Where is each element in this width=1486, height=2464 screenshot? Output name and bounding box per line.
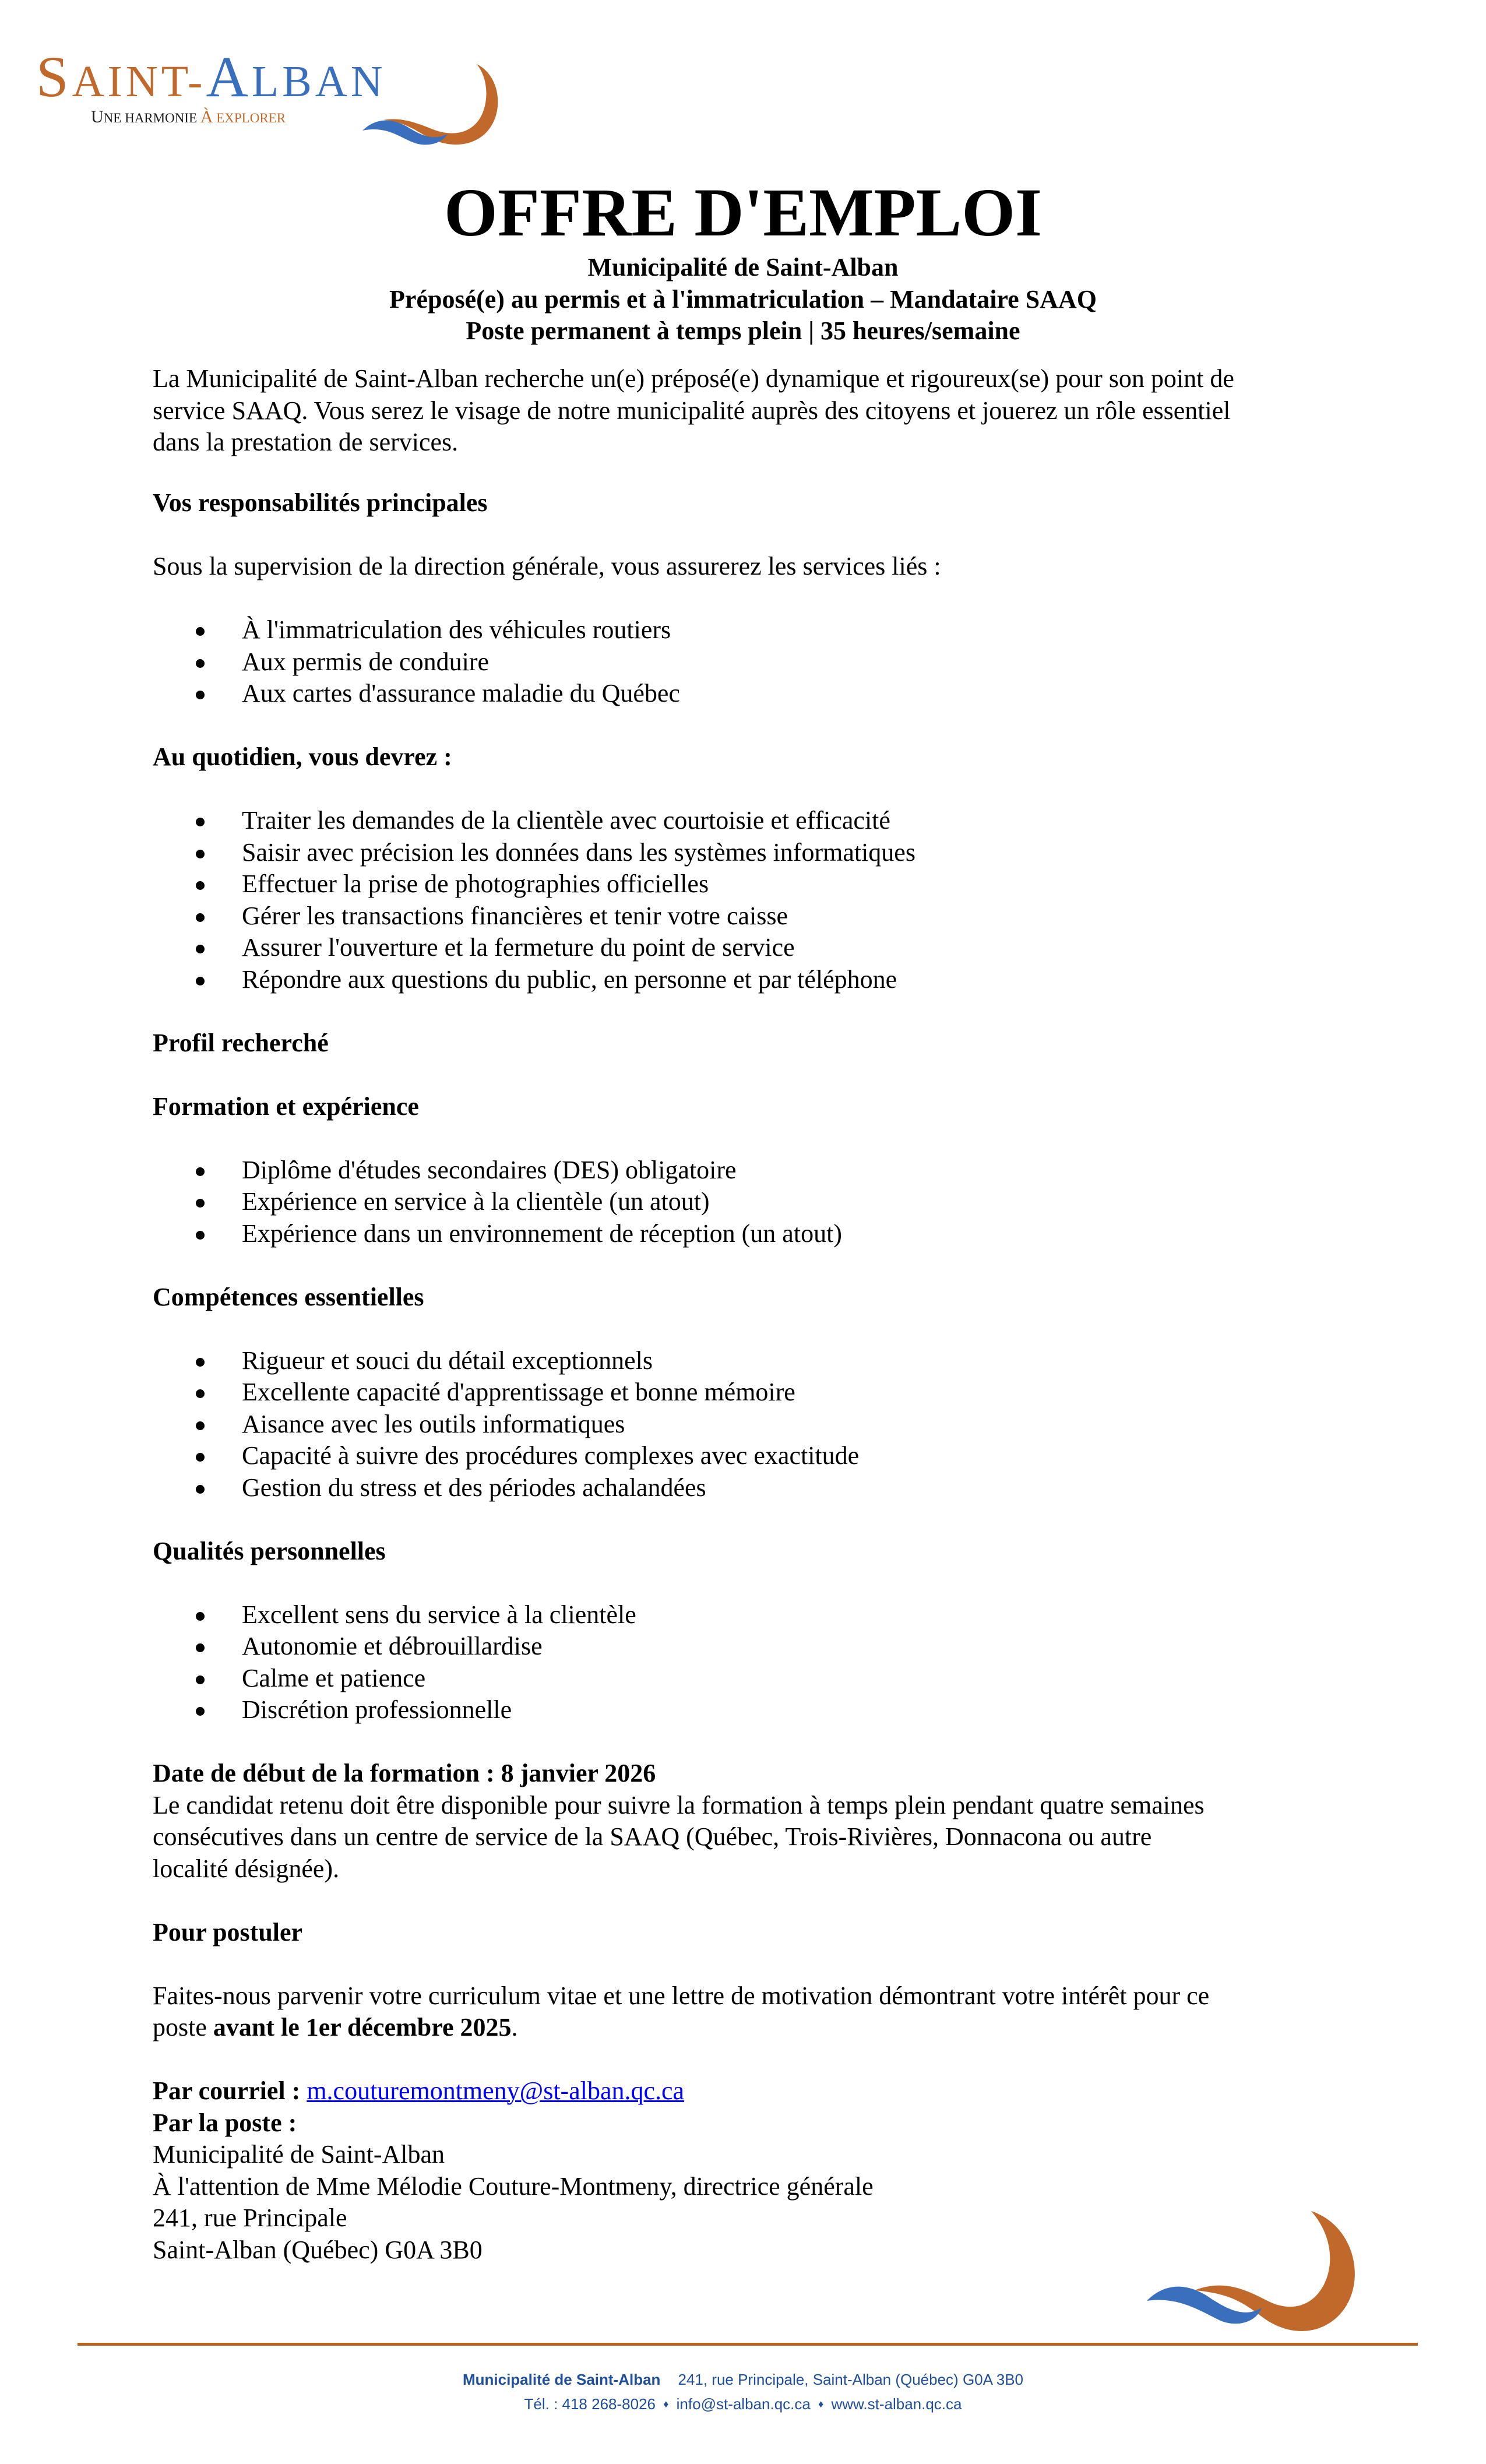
- footer-phone: Tél. : 418 268-8026: [524, 2395, 656, 2413]
- section-heading-profile: Profil recherché: [153, 1028, 329, 1057]
- position-schedule: Poste permanent à temps plein | 35 heures/semaine: [466, 316, 1020, 345]
- section-heading-responsibilities: Vos responsabilités principales: [153, 488, 488, 517]
- responsibilities-lead: Sous la supervision de la direction générale, vous assurerez les services liés :: [153, 552, 941, 580]
- logo-wordmark: SAINT-ALBAN: [36, 44, 386, 109]
- bullet-icon: [196, 1231, 205, 1240]
- footer-email[interactable]: info@st-alban.qc.ca: [676, 2395, 811, 2413]
- document-header: [0, 175, 1486, 347]
- footer-organization: Municipalité de Saint-Alban: [462, 2371, 661, 2388]
- email-label: Par courriel :: [153, 2076, 307, 2105]
- bullet-icon: [196, 1612, 205, 1621]
- subsection-heading-skills: Compétences essentielles: [153, 1282, 424, 1311]
- list-item: Aisance avec les outils informatiques: [153, 1409, 1324, 1441]
- footer-line-1: [0, 2367, 1486, 2392]
- training-line: consécutives dans un centre de service de la SAAQ (Québec, Trois-Rivières, Donnacona ou autre: [153, 1822, 1152, 1851]
- position-title: Préposé(e) au permis et à l'immatriculation – Mandataire SAAQ: [389, 284, 1097, 314]
- section-heading-apply: Pour postuler: [153, 1917, 303, 1946]
- bullet-icon: [196, 1199, 205, 1208]
- diamond-separator-icon: ♦: [818, 2398, 824, 2410]
- training-line: Le candidat retenu doit être disponible pour suivre la formation à temps plein pendant quatre semaines: [153, 1790, 1205, 1819]
- bullet-icon: [196, 913, 205, 922]
- list-item: Excellente capacité d'apprentissage et bonne mémoire: [153, 1377, 1324, 1409]
- list-item: Expérience en service à la clientèle (un atout): [153, 1186, 1324, 1218]
- responsibilities-list: [153, 614, 1324, 710]
- list-item: Répondre aux questions du public, en personne et par téléphone: [153, 964, 1324, 996]
- list-item: Gestion du stress et des périodes achalandées: [153, 1472, 1324, 1504]
- intro-line: La Municipalité de Saint-Alban recherche un(e) préposé(e) dynamique et rigoureux(se) pour son point de: [153, 364, 1234, 393]
- page-footer: [0, 2367, 1486, 2416]
- skills-list: [153, 1345, 1324, 1504]
- bullet-icon: [196, 945, 205, 953]
- job-offer-body: [153, 363, 1324, 2266]
- bullet-icon: [196, 1358, 205, 1367]
- bullet-icon: [196, 818, 205, 826]
- list-item: Capacité à suivre des procédures complexes avec exactitude: [153, 1440, 1324, 1472]
- bullet-icon: [196, 1167, 205, 1176]
- address-line: À l'attention de Mme Mélodie Couture-Montmeny, directrice générale: [153, 2171, 874, 2201]
- address-line: Saint-Alban (Québec) G0A 3B0: [153, 2235, 483, 2264]
- footer-website[interactable]: www.st-alban.qc.ca: [831, 2395, 962, 2413]
- training-line: localité désignée).: [153, 1854, 340, 1883]
- list-item: Assurer l'ouverture et la fermeture du point de service: [153, 932, 1324, 964]
- bullet-icon: [196, 659, 205, 668]
- footer-divider: [78, 2343, 1418, 2346]
- apply-deadline: poste avant le 1er décembre 2025.: [153, 2013, 518, 2041]
- bullet-icon: [196, 1389, 205, 1398]
- list-item: Calme et patience: [153, 1663, 1324, 1695]
- list-item: Aux cartes d'assurance maladie du Québec: [153, 678, 1324, 710]
- list-item: Autonomie et débrouillardise: [153, 1631, 1324, 1663]
- apply-instructions: Faites-nous parvenir votre curriculum vitae et une lettre de motivation démontrant votre intérêt pour ce: [153, 1981, 1210, 2010]
- footer-line-2: [0, 2392, 1486, 2416]
- bullet-icon: [196, 1675, 205, 1684]
- bullet-icon: [196, 1707, 205, 1716]
- intro-line: dans la prestation de services.: [153, 428, 459, 456]
- bullet-icon: [196, 1421, 205, 1430]
- address-line: Municipalité de Saint-Alban: [153, 2140, 445, 2169]
- bullet-icon: [196, 850, 205, 858]
- list-item: Discrétion professionnelle: [153, 1694, 1324, 1726]
- organization-name: Municipalité de Saint-Alban: [587, 253, 899, 281]
- training-start-heading: Date de début de la formation : 8 janvier 2026: [153, 1759, 656, 1787]
- bullet-icon: [196, 1643, 205, 1652]
- list-item: Diplôme d'études secondaires (DES) obligatoire: [153, 1154, 1324, 1187]
- bullet-icon: [196, 627, 205, 636]
- bullet-icon: [196, 977, 205, 985]
- bullet-icon: [196, 1453, 205, 1462]
- bullet-icon: [196, 881, 205, 890]
- subsection-heading-education: Formation et expérience: [153, 1092, 419, 1121]
- diamond-separator-icon: ♦: [663, 2398, 669, 2410]
- list-item: À l'immatriculation des véhicules routiers: [153, 614, 1324, 646]
- bullet-icon: [196, 1485, 205, 1494]
- subsection-heading-qualities: Qualités personnelles: [153, 1536, 386, 1565]
- email-link[interactable]: m.couturemontmeny@st-alban.qc.ca: [307, 2076, 685, 2105]
- intro-line: service SAAQ. Vous serez le visage de notre municipalité auprès des citoyens et jouerez un rôle essentiel: [153, 396, 1231, 425]
- email-contact: [153, 2075, 1324, 2107]
- list-item: Rigueur et souci du détail exceptionnels: [153, 1345, 1324, 1377]
- list-item: Saisir avec précision les données dans les systèmes informatiques: [153, 837, 1324, 869]
- section-heading-daily: Au quotidien, vous devrez :: [153, 742, 452, 771]
- footer-address: 241, rue Principale, Saint-Alban (Québec) G0A 3B0: [678, 2371, 1024, 2388]
- list-item: Excellent sens du service à la clientèle: [153, 1599, 1324, 1631]
- list-item: Expérience dans un environnement de réception (un atout): [153, 1218, 1324, 1250]
- list-item: Traiter les demandes de la clientèle avec courtoisie et efficacité: [153, 805, 1324, 837]
- list-item: Gérer les transactions financières et tenir votre caisse: [153, 900, 1324, 932]
- logo-tagline: UNE HARMONIE À EXPLORER: [91, 107, 286, 126]
- address-line: 241, rue Principale: [153, 2203, 347, 2232]
- deadline-date: avant le 1er décembre 2025: [213, 2013, 512, 2041]
- list-item: Effectuer la prise de photographies officielles: [153, 868, 1324, 900]
- page-title: OFFRE D'EMPLOI: [444, 174, 1042, 251]
- saint-alban-logo: [34, 44, 488, 147]
- daily-tasks-list: [153, 805, 1324, 995]
- bullet-icon: [196, 691, 205, 699]
- list-item: Aux permis de conduire: [153, 646, 1324, 678]
- mail-label: Par la poste :: [153, 2108, 297, 2137]
- wave-swoosh-icon: [1142, 2209, 1369, 2334]
- education-list: [153, 1154, 1324, 1250]
- qualities-list: [153, 1599, 1324, 1726]
